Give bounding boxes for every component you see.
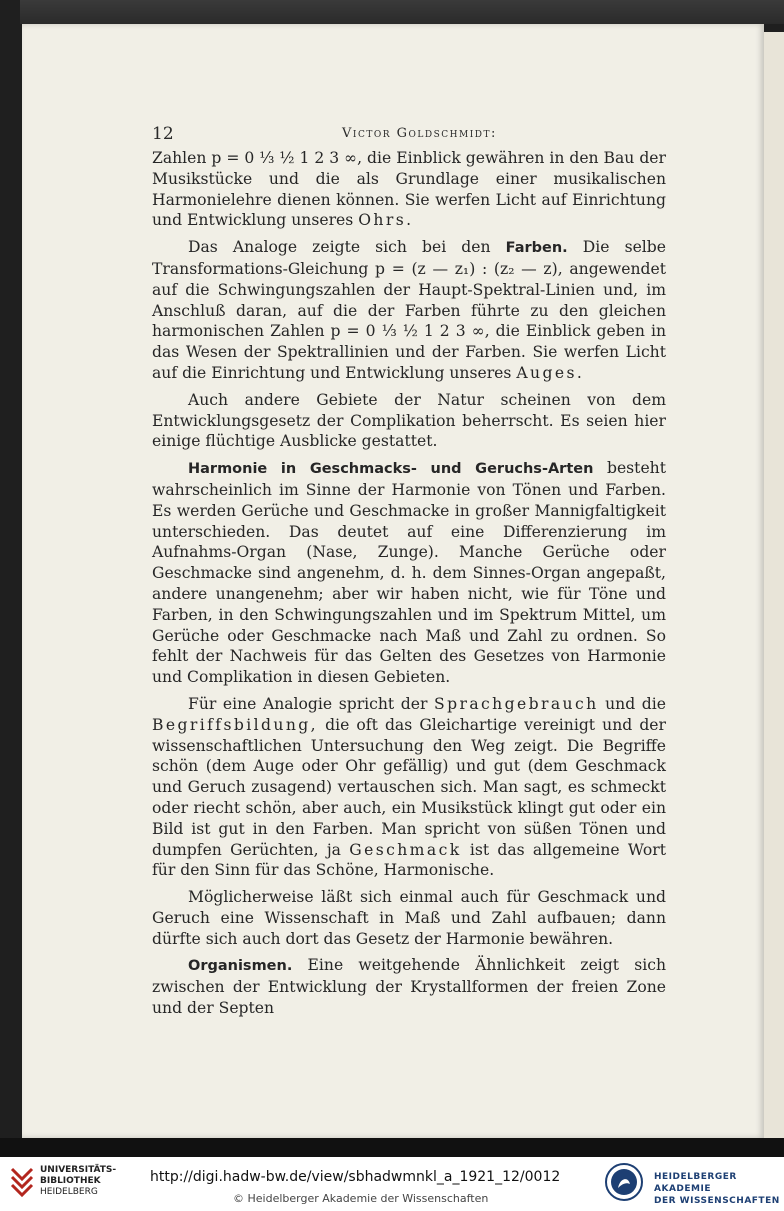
spaced-word: Geschmack — [349, 840, 462, 859]
page-header — [152, 124, 666, 144]
paragraph-2: Das Analoge zeigte sich bei den Farben. Die selbe Transformations-Gleichung p = (z — z₁) : (z₂ — z), angewendet auf die Schwingungszahlen der Haupt-Spektral-Linien und, im Anschluß daran, auf die der Farben führte zu den gleichen harmonischen Zahlen p = 0 ⅓ ½ 1 2 3 ∞, die Einblick geben in das Wesen der Spektrallinien und der Farben. Sie werfen Licht auf die Einrichtung und Entwicklung unseres Auges. — [152, 238, 667, 382]
paragraph-6: Möglicherweise läßt sich einmal auch für Geschmack und Geruch eine Wissenschaft in Maß und Zahl aufbauen; dann dürfte sich auch dort das Gesetz der Harmonie bewähren. — [152, 888, 666, 948]
body-text — [152, 148, 666, 1025]
bold-heading: Farben. — [505, 240, 568, 257]
academy-name: HEIDELBERGER AKADEMIE DER WISSENSCHAFTEN — [654, 1172, 780, 1206]
spaced-word: Auges. — [516, 363, 585, 382]
spaced-word: Sprachgebrauch — [434, 694, 599, 713]
academy-seal-icon — [604, 1162, 644, 1202]
viewer-footer — [0, 1157, 784, 1211]
spaced-word: Ohrs. — [358, 211, 414, 230]
book-edge — [20, 0, 784, 24]
copyright-notice: © Heidelberger Akademie der Wissenschaften — [233, 1192, 489, 1205]
bold-heading: Organismen. — [188, 958, 293, 975]
bold-heading: Harmonie in Geschmacks- und Geruchs-Arten — [188, 461, 594, 478]
page-number: 12 — [152, 124, 174, 144]
university-library-name: UNIVERSITÄTS- BIBLIOTHEK HEIDELBERG — [40, 1165, 117, 1197]
paragraph-4: Harmonie in Geschmacks- und Geruchs-Arten besteht wahrscheinlich im Sinne der Harmonie von Tönen und Farben. Es werden Gerüche und Geschmacke in großer Mannigfaltigkeit unterschieden. Das deutet auf eine Differenzierung im Aufnahms-Organ (Nase, Zunge). Manche Gerüche oder Geschmacke sind angenehm, d. h. dem Sinnes-Organ angepaßt, andere unangenehm; aber wir haben nicht, wie für Töne und Farben, in den Schwingungszahlen und im Spektrum Mittel, um Gerüche oder Geschmacke nach Maß und Zahl zu ordnen. So fehlt der Nachweis für das Gelten des Gesetzes von Harmonie und Complikation in diesen Gebieten. — [152, 459, 666, 687]
paragraph-1: Zahlen p = 0 ⅓ ½ 1 2 3 ∞, die Einblick gewähren in den Bau der Musikstücke und die als Grundlage einer musikalischen Harmonielehre dienen können. Sie werfen Licht auf Einrichtung und Entwicklung unseres Ohrs. — [152, 149, 666, 230]
university-library-logo-icon — [8, 1165, 36, 1201]
spaced-word: Begriffsbildung, — [152, 715, 319, 734]
paragraph-7: Organismen. Eine weitgehende Ähnlichkeit zeigt sich zwischen der Entwicklung der Krystallformen der freien Zone und der Septen — [152, 956, 666, 1018]
running-head: Victor Goldschmidt: — [342, 126, 497, 141]
paragraph-5: Für eine Analogie spricht der Sprachgebrauch und die Begriffsbildung, die oft das Gleichartige vereinigt und der wissenschaftlichen Untersuchung den Weg zeigt. Die Begriffe schön (dem Auge oder Ohr gefällig) und gut (dem Geschmack und Geruch zusagend) vertauschen sich. Man sagt, es schmeckt oder riecht schön, aber auch, ein Musikstück klingt gut oder ein Bild ist gut in den Farben. Man spricht von süßen Tönen und dumpfen Gerüchten, ja Geschmack ist das allgemeine Wort für den Sinn für das Schöne, Harmonische. — [152, 694, 666, 880]
paragraph-3: Auch andere Gebiete der Natur scheinen von dem Entwicklungsgesetz der Complikation beherrscht. Es seien hier einige flüchtige Ausblicke gestattet. — [152, 390, 666, 451]
permalink-url[interactable]: http://digi.hadw-bw.de/view/sbhadwmnkl_a_1921_12/0012 — [150, 1169, 561, 1185]
scan-bottom-bar — [0, 1138, 784, 1157]
